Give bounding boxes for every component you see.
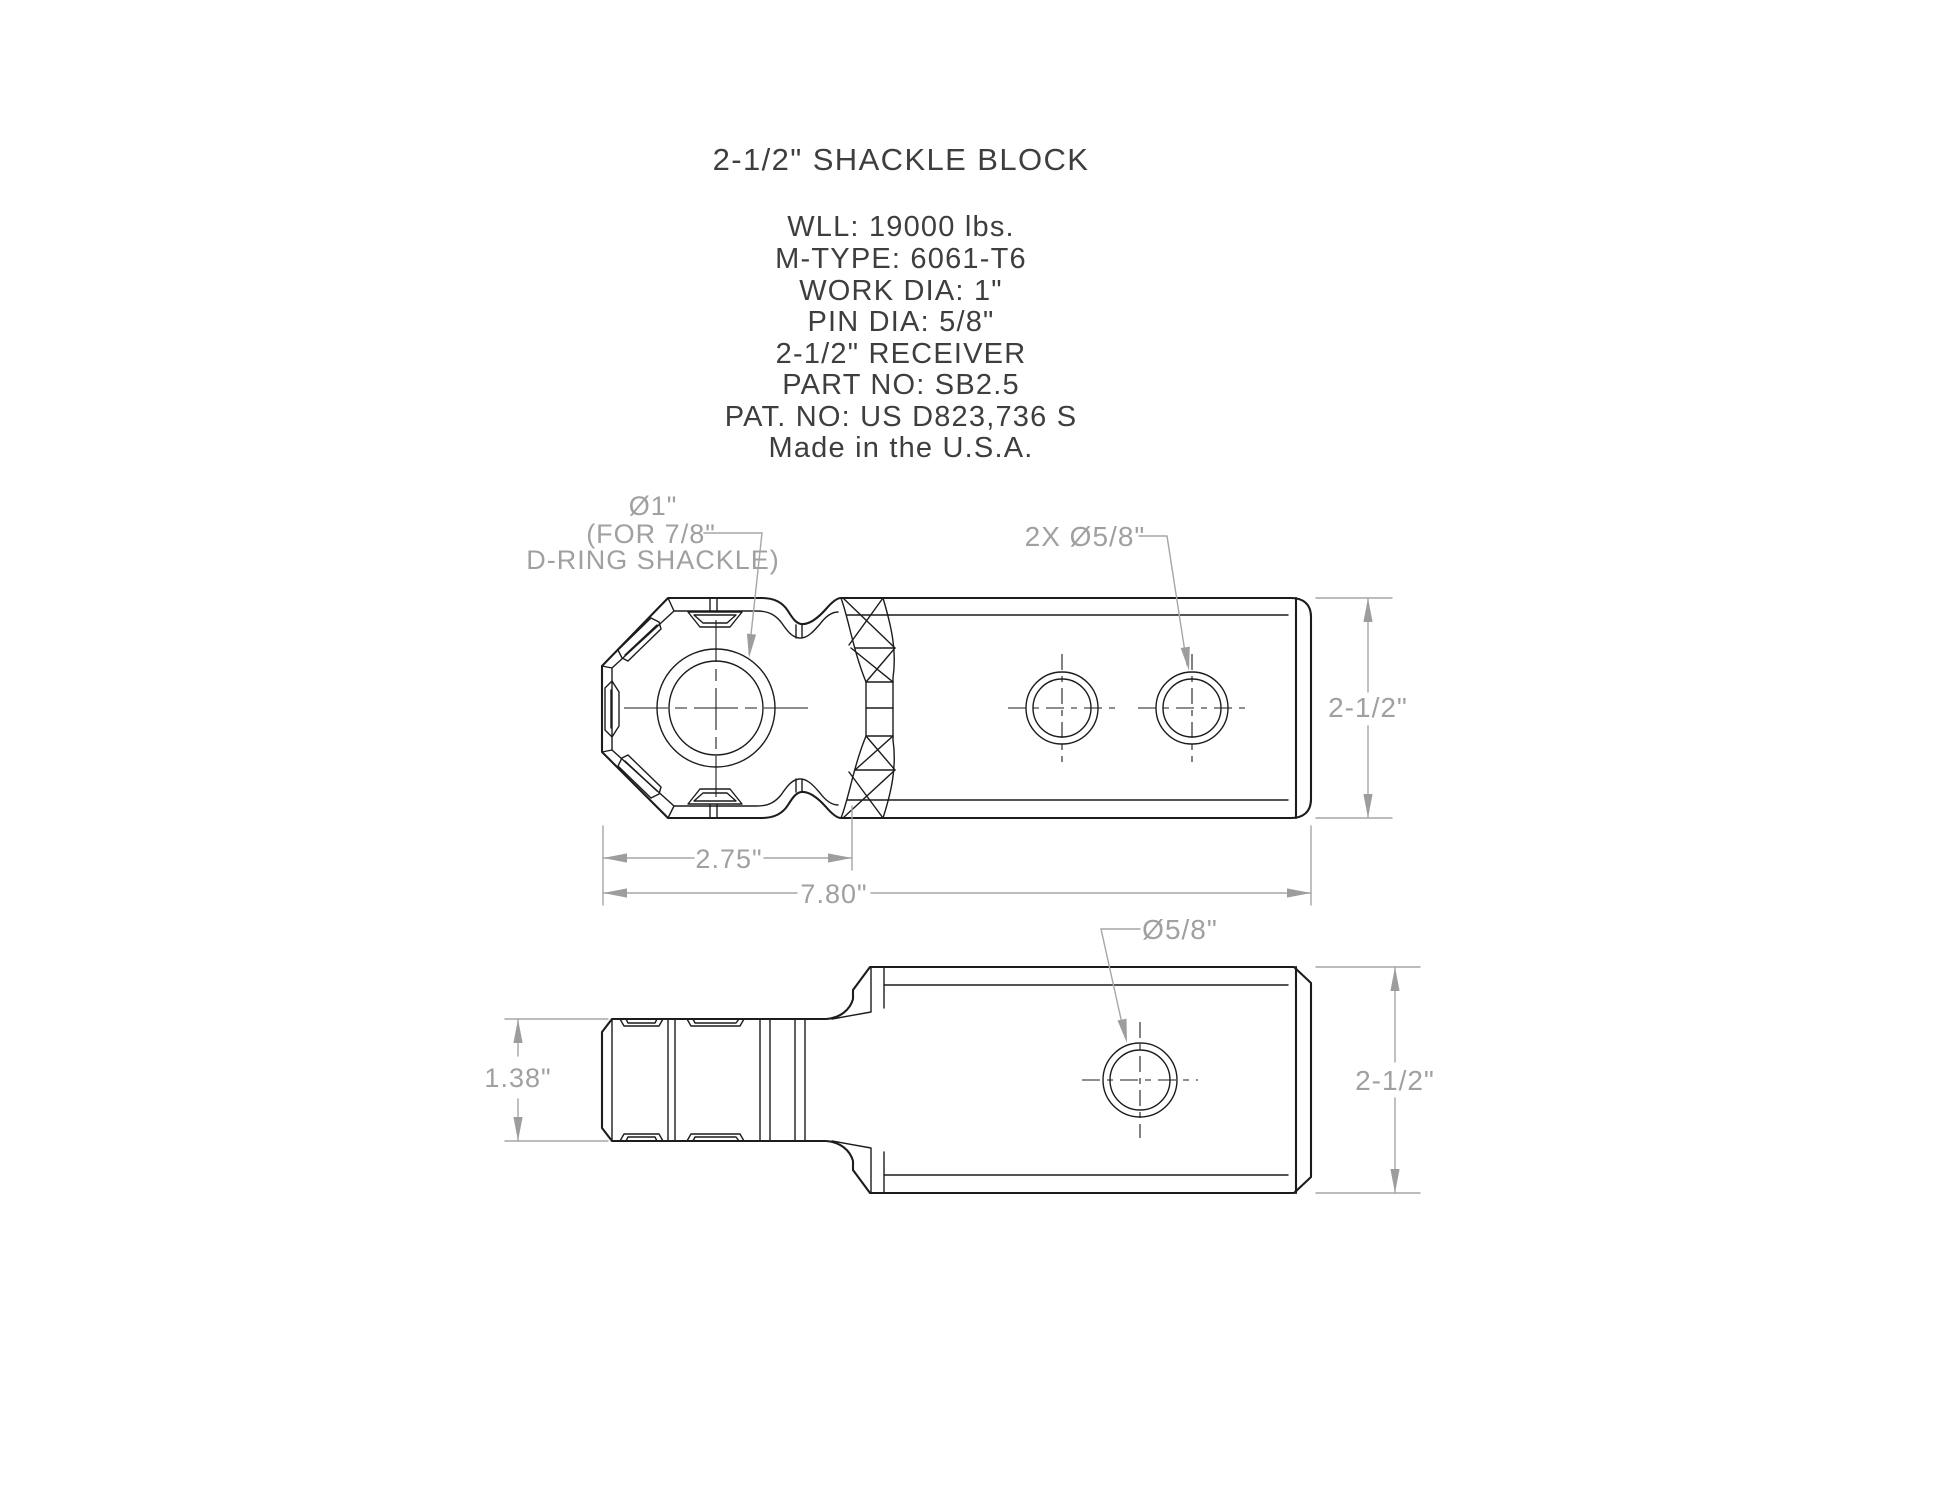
side-hole-label (1101, 914, 1218, 1044)
spec-madeinusa: Made in the U.S.A. (768, 432, 1034, 464)
spec-receiver: 2-1/2" RECEIVER (775, 338, 1027, 370)
side-view-outline (602, 967, 1311, 1193)
side-view-hole (1082, 1022, 1198, 1138)
dim-overall-length: 7.80" (800, 879, 868, 909)
top-view-neck-hatch (841, 598, 895, 818)
side-view (484, 914, 1434, 1193)
spec-mtype: M-TYPE: 6061-T6 (775, 243, 1027, 275)
main-hole-label (526, 491, 780, 658)
spec-partno: PART NO: SB2.5 (782, 369, 1020, 401)
spec-wll: WLL: 19000 lbs. (787, 211, 1015, 243)
dim-side-height: 2-1/2" (1355, 1065, 1435, 1096)
label-pin-holes: 2X Ø5/8" (1024, 521, 1146, 552)
label-main-hole-note1: (FOR 7/8" (586, 519, 716, 549)
dim-head-thickness: 1.38" (484, 1063, 552, 1093)
title-block (713, 142, 1090, 464)
top-view-dimensions (603, 598, 1408, 909)
label-main-hole-dia: Ø1" (628, 491, 678, 521)
label-side-hole: Ø5/8" (1142, 914, 1218, 945)
label-main-hole-note2: D-RING SHACKLE) (526, 545, 780, 575)
page-title: 2-1/2" SHACKLE BLOCK (712, 142, 1090, 177)
dim-top-height: 2-1/2" (1328, 692, 1408, 723)
side-view-dimensions (484, 967, 1434, 1193)
spec-patno: PAT. NO: US D823,736 S (724, 401, 1078, 433)
spec-pindia: PIN DIA: 5/8" (807, 306, 995, 338)
top-view (526, 491, 1408, 909)
dim-head-length: 2.75" (695, 844, 763, 874)
pin-holes-label (1025, 521, 1194, 672)
spec-workdia: WORK DIA: 1" (799, 275, 1003, 307)
top-view-holes (624, 620, 1246, 797)
